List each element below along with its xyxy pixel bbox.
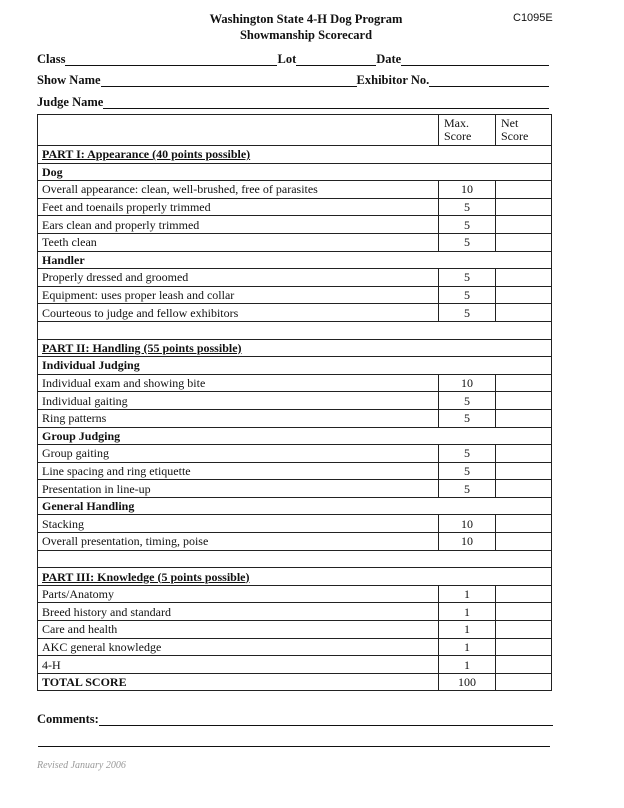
- table-header-row: [38, 115, 552, 146]
- table-row: [38, 233, 552, 251]
- table-row: [38, 533, 552, 551]
- net-score-header: Net Score: [496, 115, 552, 146]
- part3-title: PART III: Knowledge (5 points possible): [38, 568, 552, 586]
- item-label: Presentation in line-up: [38, 480, 439, 498]
- total-net-score-cell[interactable]: [496, 673, 552, 691]
- part2-title: PART II: Handling (55 points possible): [38, 339, 552, 357]
- net-score-cell[interactable]: [496, 181, 552, 199]
- item-label: Equipment: uses proper leash and collar: [38, 286, 439, 304]
- group-handler: Handler: [38, 251, 552, 269]
- date-label: Date: [376, 52, 402, 66]
- max-score: 5: [439, 462, 496, 480]
- total-row: [38, 673, 552, 691]
- net-score-cell[interactable]: [496, 621, 552, 639]
- item-label: Line spacing and ring etiquette: [38, 462, 439, 480]
- table-row: [38, 480, 552, 498]
- group-dog: Dog: [38, 163, 552, 181]
- table-row: [38, 374, 552, 392]
- item-label: Properly dressed and groomed: [38, 269, 439, 287]
- item-label: Ring patterns: [38, 409, 439, 427]
- part-heading-row: [38, 339, 552, 357]
- form-subtitle: Showmanship Scorecard: [239, 28, 373, 42]
- item-label: Individual gaiting: [38, 392, 439, 410]
- table-row: [38, 515, 552, 533]
- table-row: [38, 392, 552, 410]
- item-label: Parts/Anatomy: [38, 585, 439, 603]
- comments-field[interactable]: [99, 712, 553, 726]
- comments-field-line-2[interactable]: [38, 746, 550, 747]
- item-label: AKC general knowledge: [38, 638, 439, 656]
- item-label: 4-H: [38, 656, 439, 674]
- group-heading-row: [38, 251, 552, 269]
- net-score-cell[interactable]: [496, 304, 552, 322]
- max-score: 5: [439, 480, 496, 498]
- max-score: 5: [439, 216, 496, 234]
- table-row: [38, 638, 552, 656]
- max-score-header: Max. Score: [439, 115, 496, 146]
- total-label: TOTAL SCORE: [38, 673, 439, 691]
- comments-label: Comments:: [37, 712, 99, 726]
- item-label: Feet and toenails properly trimmed: [38, 198, 439, 216]
- part1-title: PART I: Appearance (40 points possible): [38, 146, 552, 164]
- net-score-cell[interactable]: [496, 445, 552, 463]
- class-field[interactable]: [65, 52, 277, 66]
- date-field[interactable]: [401, 52, 549, 66]
- group-individual-judging: Individual Judging: [38, 357, 552, 375]
- item-label: Breed history and standard: [38, 603, 439, 621]
- max-score: 1: [439, 603, 496, 621]
- max-score: 5: [439, 233, 496, 251]
- net-score-cell[interactable]: [496, 603, 552, 621]
- max-score: 1: [439, 656, 496, 674]
- spacer-row: [38, 321, 552, 339]
- part-heading-row: [38, 146, 552, 164]
- table-row: [38, 445, 552, 463]
- exhibitor-no-label: Exhibitor No.: [356, 73, 430, 87]
- header-blank: [38, 115, 439, 146]
- group-group-judging: Group Judging: [38, 427, 552, 445]
- class-label: Class: [37, 52, 66, 66]
- max-score: 10: [439, 374, 496, 392]
- table-row: [38, 409, 552, 427]
- exhibitor-no-field[interactable]: [429, 73, 549, 87]
- max-score: 10: [439, 533, 496, 551]
- max-score: 5: [439, 409, 496, 427]
- revision-note: Revised January 2006: [37, 760, 126, 771]
- net-score-cell[interactable]: [496, 286, 552, 304]
- judge-name-label: Judge Name: [37, 95, 104, 109]
- spacer-row: [38, 550, 552, 568]
- net-score-cell[interactable]: [496, 233, 552, 251]
- table-row: [38, 304, 552, 322]
- max-score: 10: [439, 515, 496, 533]
- blank-cell: [38, 550, 552, 568]
- max-score: 5: [439, 286, 496, 304]
- total-max-score: 100: [439, 673, 496, 691]
- net-score-cell[interactable]: [496, 374, 552, 392]
- item-label: Care and health: [38, 621, 439, 639]
- item-label: Individual exam and showing bite: [38, 374, 439, 392]
- lot-label: Lot: [277, 52, 297, 66]
- net-score-cell[interactable]: [496, 656, 552, 674]
- group-general-handling: General Handling: [38, 497, 552, 515]
- table-row: [38, 462, 552, 480]
- item-label: Ears clean and properly trimmed: [38, 216, 439, 234]
- table-row: [38, 216, 552, 234]
- table-row: [38, 286, 552, 304]
- max-score: 10: [439, 181, 496, 199]
- comments-row: [37, 712, 553, 726]
- scorecard-table: [37, 114, 552, 691]
- item-label: Group gaiting: [38, 445, 439, 463]
- max-score: 1: [439, 638, 496, 656]
- table-row: [38, 656, 552, 674]
- form-title: Washington State 4-H Dog Program: [209, 12, 403, 26]
- net-score-cell[interactable]: [496, 480, 552, 498]
- max-score: 5: [439, 445, 496, 463]
- max-score: 5: [439, 392, 496, 410]
- item-label: Courteous to judge and fellow exhibitors: [38, 304, 439, 322]
- judge-row: [37, 93, 549, 109]
- table-row: [38, 585, 552, 603]
- table-row: [38, 269, 552, 287]
- show-exhibitor-row: [37, 71, 549, 87]
- net-score-cell[interactable]: [496, 462, 552, 480]
- net-score-cell[interactable]: [496, 392, 552, 410]
- show-name-field[interactable]: [101, 73, 357, 87]
- item-label: Overall presentation, timing, poise: [38, 533, 439, 551]
- net-score-cell[interactable]: [496, 269, 552, 287]
- blank-cell: [38, 321, 552, 339]
- group-heading-row: [38, 163, 552, 181]
- item-label: Teeth clean: [38, 233, 439, 251]
- net-score-cell[interactable]: [496, 585, 552, 603]
- max-score: 1: [439, 621, 496, 639]
- max-score: 5: [439, 198, 496, 216]
- max-score: 1: [439, 585, 496, 603]
- table-row: [38, 181, 552, 199]
- net-score-cell[interactable]: [496, 216, 552, 234]
- item-label: Stacking: [38, 515, 439, 533]
- show-name-label: Show Name: [37, 73, 101, 87]
- lot-field[interactable]: [296, 52, 376, 66]
- judge-name-field[interactable]: [103, 95, 549, 109]
- item-label: Overall appearance: clean, well-brushed, free of parasites: [38, 181, 439, 199]
- table-row: [38, 603, 552, 621]
- table-row: [38, 198, 552, 216]
- net-score-cell[interactable]: [496, 515, 552, 533]
- group-heading-row: [38, 357, 552, 375]
- table-row: [38, 621, 552, 639]
- net-score-cell[interactable]: [496, 533, 552, 551]
- group-heading-row: [38, 497, 552, 515]
- net-score-cell[interactable]: [496, 409, 552, 427]
- part-heading-row: [38, 568, 552, 586]
- net-score-cell[interactable]: [496, 638, 552, 656]
- max-score: 5: [439, 269, 496, 287]
- group-heading-row: [38, 427, 552, 445]
- max-score: 5: [439, 304, 496, 322]
- form-code: C1095E: [513, 12, 553, 24]
- class-lot-date-row: [37, 50, 549, 66]
- net-score-cell[interactable]: [496, 198, 552, 216]
